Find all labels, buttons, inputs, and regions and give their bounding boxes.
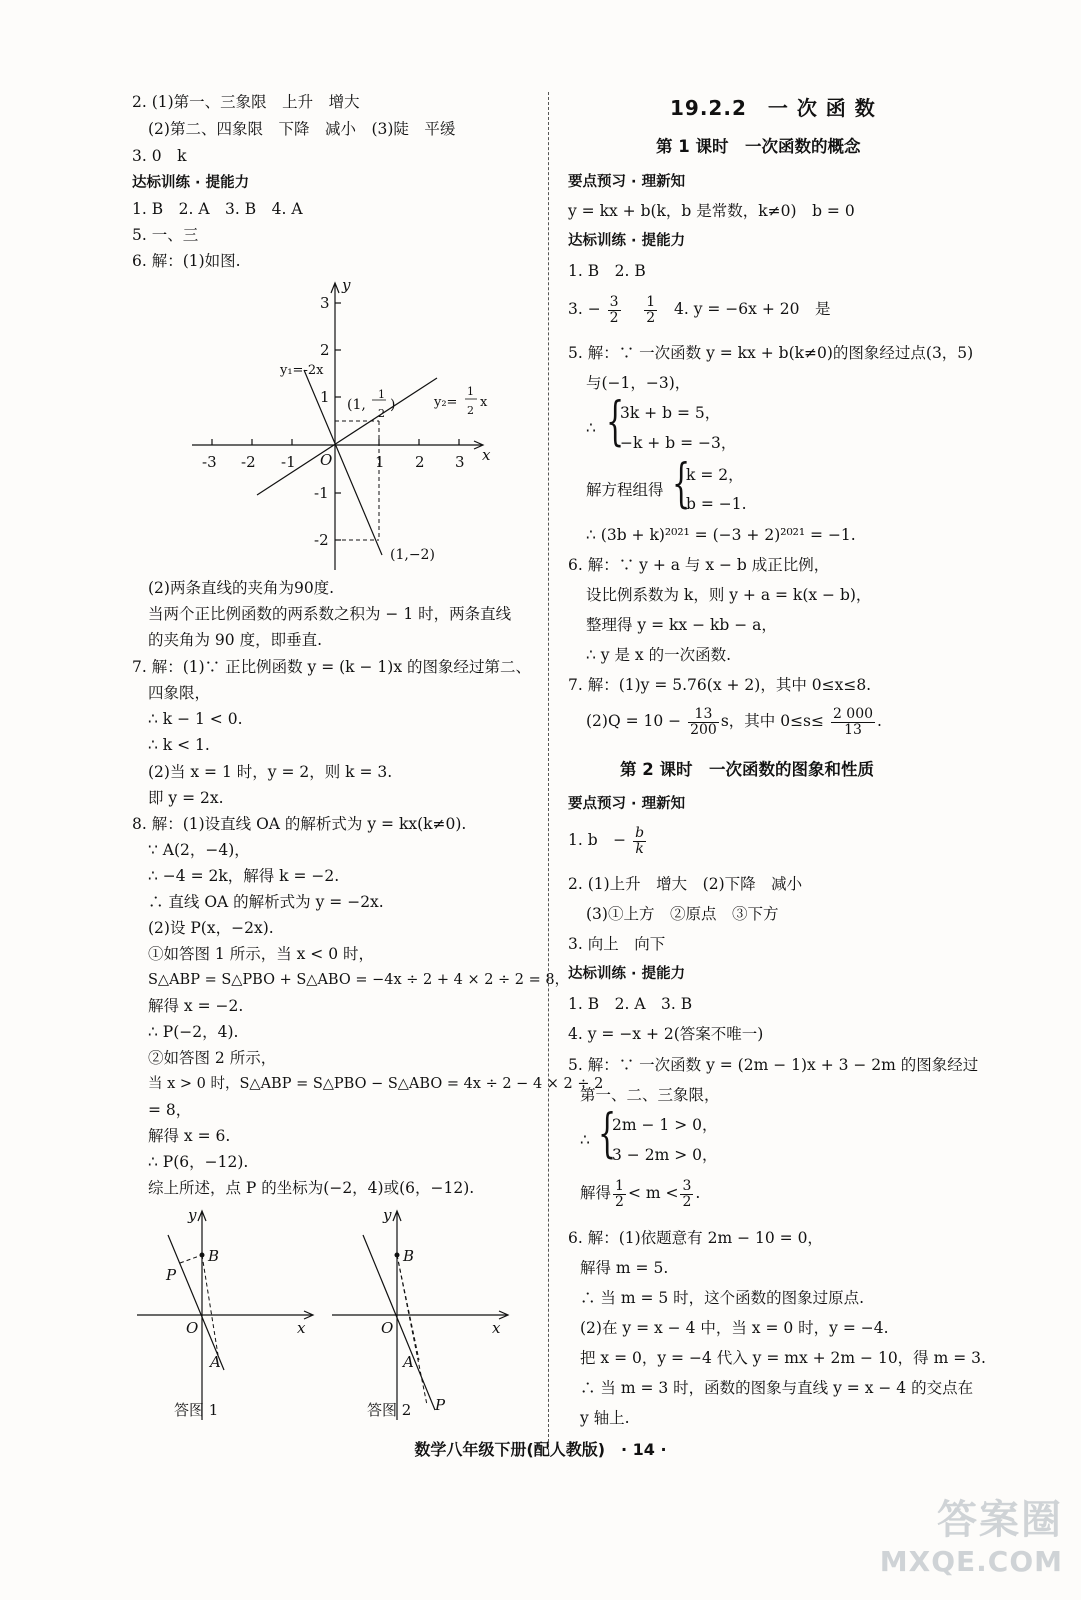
answer-line: (2)第二、四象限 下降 减小 (3)陡 平缓 [148,120,456,138]
answer-line: ∴ P(6，−12). [148,1153,249,1171]
denominator: 2 [682,1193,692,1210]
x-tick: 2 [415,453,425,471]
fraction [613,1179,626,1210]
answer-line-3 [568,292,830,326]
graph-y-label: y [342,276,351,294]
answer-line: (2)当 x = 1 时，y = 2，则 k = 3. [148,763,393,781]
answer-line: 7. 解：(1)∵ 正比例函数 y = (k − 1)x 的图象经过第二、 [132,658,531,676]
fraction [831,707,875,738]
answer-line: S△ABP = S△PBO + S△ABO = −4x ÷ 2 + 4 × 2 ÷ 2 = 8， [148,972,570,988]
watermark-url: MXQE.COM [879,1545,1063,1578]
fig2-y-label: y [383,1206,392,1224]
x-tick: 1 [375,453,385,471]
point1-n: 1 [378,388,385,401]
fig2-x-label: x [492,1319,501,1337]
fig2-origin: O [381,1319,394,1337]
system-ineq: 2m − 1 > 0， [612,1116,718,1134]
x-tick: -2 [241,453,256,471]
answer-line: 4. y = −x + 2(答案不唯一) [568,1025,764,1043]
system-eq: −k + b = −3， [620,434,737,452]
answer-line: = 8， [148,1101,192,1119]
fig1-point-p: P [166,1266,177,1284]
answer-line: ∴ 当 m = 5 时，这个函数的图象过原点. [580,1289,865,1307]
system-eq: 3k + b = 5， [620,404,721,422]
section-heading: 达标训练 · 提能力 [568,233,686,249]
answer-line: ∴ k − 1 < 0. [148,710,243,728]
point2-label: (1,−2) [390,547,435,563]
answer-line: 解得 x = −2. [148,997,244,1015]
line-y1-label: y₁=-2x [280,363,324,378]
answer-line: ①如答图 1 所示，当 x < 0 时， [148,945,375,963]
text: s，其中 0≤s≤ [720,712,825,730]
denominator: 2 [609,309,619,326]
answer-line-1 [568,823,648,857]
y-tick: -2 [314,531,329,549]
page-footer: 数学八年级下册(配人教版) · 14 · [414,1440,667,1459]
graph-origin: O [320,451,333,469]
line-y2-label-pre: y₂= [434,395,458,410]
fig2-point-a: A [403,1353,414,1371]
answer-line: ∴ k < 1. [148,736,210,754]
text: (2)Q = 10 − [586,712,682,730]
denominator: k [635,840,644,857]
answer-line: 解得 x = 6. [148,1127,231,1145]
y-tick: 3 [320,294,330,312]
text: 3. − [568,300,601,318]
answer-line: 1. B 2. A 3. B 4. A [132,200,303,218]
text: . [695,1184,701,1202]
x-tick: -3 [202,453,217,471]
denominator: 2 [615,1193,624,1210]
fraction [688,707,719,738]
point1-d: 2 [378,407,385,420]
point1-post: ) [390,397,396,413]
answer-figure-2 [327,1205,517,1435]
answer-line: 的夹角为 90 度，即垂直. [148,631,323,649]
answer-line: 第一、二、三象限， [580,1086,720,1104]
lesson-title: 第 1 课时 一次函数的概念 [656,137,861,156]
answer-line: 6. 解：(1)依题意有 2m − 10 = 0， [568,1229,823,1247]
therefore: ∴ [586,419,596,437]
answer-line: ∴ (3b + k)²⁰²¹ = (−3 + 2)²⁰²¹ = −1. [586,526,856,544]
numerator: 2 000 [832,705,874,722]
answer-line: 2. (1)上升 增大 (2)下降 减小 [568,875,803,893]
brace: { [598,1104,617,1164]
answer-line: 2. (1)第一、三象限 上升 增大 [132,93,360,111]
answer-line: ∴ −4 = 2k，解得 k = −2. [148,867,340,885]
watermark-logo: 答案圈 [937,1497,1063,1543]
denominator: 13 [844,721,862,738]
answer-line: 1. B 2. B [568,262,646,280]
linear-functions-graph [182,275,502,575]
line-y1 [304,370,382,555]
fraction [680,1179,693,1210]
answer-line: 3. 向上 向下 [568,935,666,953]
fig2-caption: 答图 2 [367,1401,412,1419]
answer-line: 5. 一、三 [132,226,199,244]
answer-figure-1 [132,1205,322,1435]
therefore: ∴ [580,1131,590,1149]
answer-line: 5. 解：∵ 一次函数 y = kx + b(k≠0)的图象经过点(3，5) [568,344,974,362]
text: 解得 [580,1184,612,1202]
column-divider [548,92,549,1452]
answer-line: y 轴上. [580,1409,630,1427]
answer-line: 5. 解：∵ 一次函数 y = (2m − 1)x + 3 − 2m 的图象经过 [568,1056,979,1074]
answer-line: 8. 解：(1)设直线 OA 的解析式为 y = kx(k≠0). [132,815,467,833]
system-eq: b = −1. [686,495,747,513]
fig1-point-a: A [210,1353,221,1371]
answer-line: (2)设 P(x，−2x). [148,919,274,937]
answer-line: 即 y = 2x. [148,789,224,807]
numerator: 13 [688,707,719,723]
answer-line: 解得 m = 5. [580,1259,669,1277]
answer-line: 当 x > 0 时，S△ABP = S△PBO − S△ABO = 4x ÷ 2 − 4 × 2 ÷ 2 [148,1076,604,1092]
answer-line: 设比例系数为 k，则 y + a = k(x − b)， [586,586,872,604]
answer-line-solution [580,1176,700,1210]
brace: { [606,392,625,452]
brace: { [672,454,691,514]
answer-line: 四象限， [148,684,211,702]
denominator: 200 [690,721,717,738]
answer-line: (2)在 y = x − 4 中，当 x = 0 时，y = −4. [580,1319,889,1337]
denominator: 2 [646,309,656,326]
line-y2-frac-d: 2 [467,404,474,417]
line-y2-label-post: x [480,395,488,410]
fig1-x-label: x [297,1319,306,1337]
fig2-point-b: B [403,1247,415,1265]
text: < m < [627,1184,679,1202]
answer-line: (3)①上方 ②原点 ③下方 [586,905,779,923]
answer-line: 把 x = 0，y = −4 代入 y = mx + 2m − 10，得 m = 3. [580,1349,986,1367]
numerator: 1 [615,1177,624,1194]
fraction [608,295,621,326]
answer-line: (2)两条直线的夹角为90度. [148,579,335,597]
answer-line: y = kx + b(k，b 是常数，k≠0) b = 0 [568,202,855,220]
text: 1. b − [568,831,627,849]
point1-pre: (1, [347,397,366,413]
fig1-point-b: B [208,1247,220,1265]
line-y2 [257,378,437,495]
answer-line: ∴ P(−2，4). [148,1023,239,1041]
watermark [880,1488,1063,1578]
numerator: 3 [609,293,619,310]
fig1-y-label: y [188,1206,197,1224]
answer-text: 解方程组得 [586,481,664,499]
answer-line: ∴ 当 m = 3 时，函数的图象与直线 y = x − 4 的交点在 [580,1379,974,1397]
text: . [877,712,882,730]
fig2-point-p: P [435,1396,446,1414]
answer-line: 7. 解：(1)y = 5.76(x + 2)，其中 0≤x≤8. [568,676,872,694]
section-heading: 要点预习 · 理新知 [568,796,686,812]
numerator: 1 [646,293,656,310]
lesson-title: 第 2 课时 一次函数的图象和性质 [620,760,874,779]
answer-line: 1. B 2. A 3. B [568,995,693,1013]
section-title: 19.2.2 一 次 函 数 [670,96,876,120]
y-tick: -1 [314,484,329,502]
answer-line: ∵ A(2，−4)， [148,841,250,859]
fraction [644,295,657,326]
answer-line: ②如答图 2 所示， [148,1049,277,1067]
fig1-origin: O [186,1319,199,1337]
y-tick: 2 [320,341,330,359]
system-eq: k = 2， [686,466,744,484]
line-y2-frac-n: 1 [467,385,474,398]
answer-line: 与(−1，−3)， [586,374,691,392]
y-tick: 1 [320,388,330,406]
answer-line: ∴ y 是 x 的一次函数. [586,646,731,664]
section-heading: 要点预习 · 理新知 [568,174,686,190]
answer-line: ∴ 直线 OA 的解析式为 y = −2x. [148,893,384,911]
answer-line: 当两个正比例函数的两系数之积为 − 1 时，两条直线 [148,605,512,623]
fraction [633,826,646,857]
numerator: b [635,824,645,841]
answer-line: 综上所述，点 P 的坐标为(−2，4)或(6，−12). [148,1179,475,1197]
answer-line-7-2 [586,704,882,738]
answer-line: 6. 解：∵ y + a 与 x − b 成正比例， [568,556,830,574]
graph-x-label: x [482,446,491,464]
section-heading: 达标训练 · 提能力 [568,966,686,982]
numerator: 3 [682,1177,692,1194]
answer-line: 整理得 y = kx − kb − a， [586,616,777,634]
system-ineq: 3 − 2m > 0， [612,1146,718,1164]
x-tick: 3 [455,453,465,471]
fig1-caption: 答图 1 [174,1401,219,1419]
section-heading: 达标训练 · 提能力 [132,175,250,191]
text: 4. y = −6x + 20 是 [673,300,831,318]
x-tick: -1 [281,453,296,471]
answer-line: 6. 解：(1)如图. [132,252,241,270]
answer-line: 3. 0 k [132,147,187,165]
